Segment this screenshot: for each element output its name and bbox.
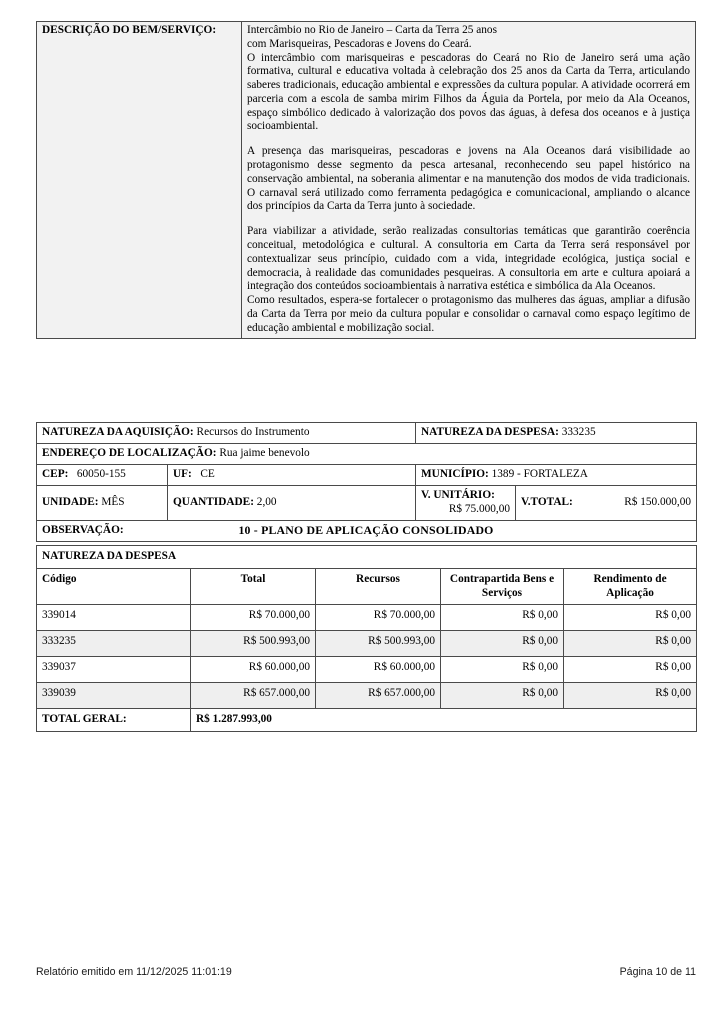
natureza-despesa-value: 333235 <box>561 426 596 439</box>
description-text <box>242 22 696 339</box>
cell-codigo: 339014 <box>37 605 191 631</box>
description-paragraph-2: A presença das marisqueiras, pescadoras e jovens na Ala Oceanos dará visibilidade ao protagonismo desse segmento da pesca artesanal, reconhecendo seu papel histórico na conservação ambiental, na soberania alimentar e na manutenção dos modos de vida tradicionais. O carnaval será utilizado como ferramenta pedagógica e comunicacional, ampliando o alcance dos princípios da Carta da Terra junto à sociedade. <box>247 145 690 213</box>
column-header-recursos: Recursos <box>316 568 441 605</box>
table-row <box>37 631 697 657</box>
description-label: DESCRIÇÃO DO BEM/SERVIÇO: <box>37 22 242 339</box>
cep-value: 60050-155 <box>76 468 126 481</box>
total-geral-value: R$ 1.287.993,00 <box>191 709 697 732</box>
description-paragraph-4: Como resultados, espera-se fortalecer o protagonismo das mulheres das águas, ampliar a difusão da Carta da Terra por meio da cultura popular e consolidar o carnaval como espaço legítimo de educação ambiental e mobilização social. <box>247 294 690 334</box>
cell-endereco <box>37 444 697 465</box>
row-valores <box>37 486 697 521</box>
natureza-despesa-label: NATUREZA DA DESPESA: <box>421 426 559 439</box>
description-line-2: com Marisqueiras, Pescadoras e Jovens do Ceará. <box>247 37 472 50</box>
page-footer <box>36 966 696 978</box>
cell-cep <box>37 465 168 486</box>
unidade-label: UNIDADE: <box>42 495 99 508</box>
total-geral-label: TOTAL GERAL: <box>37 709 191 732</box>
column-header-codigo: Código <box>37 568 191 605</box>
uf-value: CE <box>200 468 215 481</box>
cell-recursos: R$ 500.993,00 <box>316 631 441 657</box>
quantidade-label: QUANTIDADE: <box>173 495 254 508</box>
cep-label: CEP: <box>42 468 69 481</box>
footer-issued-text: Relatório emitido em 11/12/2025 11:01:19 <box>36 966 232 978</box>
cell-total: R$ 500.993,00 <box>191 631 316 657</box>
cell-natureza-aquisicao <box>37 423 416 444</box>
cell-natureza-despesa <box>416 423 697 444</box>
plan-column-header-row <box>37 568 697 605</box>
valor-total-label: V.TOTAL: <box>521 495 573 508</box>
description-table <box>36 21 696 339</box>
table-row <box>37 605 697 631</box>
cell-total: R$ 70.000,00 <box>191 605 316 631</box>
municipio-value: 1389 - FORTALEZA <box>491 468 588 481</box>
cell-valor-unitario <box>416 486 516 521</box>
cell-contrapartida: R$ 0,00 <box>441 683 564 709</box>
row-endereco <box>37 444 697 465</box>
cell-valor-total <box>516 486 697 521</box>
valor-unitario-value: R$ 75.000,00 <box>448 502 511 515</box>
footer-page-number: Página 10 de 11 <box>619 966 696 978</box>
plan-block <box>36 545 696 732</box>
valor-total-value: R$ 150.000,00 <box>624 495 692 508</box>
cell-rendimento: R$ 0,00 <box>564 657 697 683</box>
unidade-value: MÊS <box>101 495 125 508</box>
column-header-total: Total <box>191 568 316 605</box>
cell-rendimento: R$ 0,00 <box>564 683 697 709</box>
column-header-contrapartida: Contrapartida Bens e Serviços <box>441 568 564 605</box>
plan-total-row <box>37 709 697 732</box>
endereco-value: Rua jaime benevolo <box>219 447 310 460</box>
row-natureza <box>37 423 697 444</box>
description-paragraph-1: O intercâmbio com marisqueiras e pescadoras do Ceará no Rio de Janeiro será uma ação formativa, cultural e educativa voltada à celebração dos 25 anos da Carta da Terra, articulando saberes tradicionais, educação ambiental e expressões da cultura popular. A atividade ocorrerá em parceria com a escola de samba mirim Filhos da Águia da Portela, por meio da Ala Oceanos, espaço simbólico dedicado à valorização dos povos das águas, à defesa dos oceanos e à justiça socioambiental. <box>247 51 690 133</box>
cell-municipio <box>416 465 697 486</box>
cell-recursos: R$ 657.000,00 <box>316 683 441 709</box>
table-row <box>37 683 697 709</box>
cell-codigo: 339039 <box>37 683 191 709</box>
table-row <box>37 657 697 683</box>
quantidade-value: 2,00 <box>256 495 277 508</box>
cell-total: R$ 657.000,00 <box>191 683 316 709</box>
cell-contrapartida: R$ 0,00 <box>441 657 564 683</box>
description-line-1: Intercâmbio no Rio de Janeiro – Carta da Terra 25 anos <box>247 24 497 36</box>
description-row <box>37 22 696 339</box>
cell-contrapartida: R$ 0,00 <box>441 605 564 631</box>
description-paragraph-3: Para viabilizar a atividade, serão realizadas consultorias temáticas que garantirão coerência conceitual, metodológica e cultural. A consultoria em Carta da Terra será responsável por contextualizar seus princípio, cuidado com a vida, integridade ecológica, justiça social e democracia, à realidade das comunidades pesqueiras. A consultoria em arte e cultura apoiará a integração dos conteúdos socioambientais à narrativa estética e simbólica da Ala Oceanos. <box>247 225 690 293</box>
cell-codigo: 339037 <box>37 657 191 683</box>
cell-rendimento: R$ 0,00 <box>564 631 697 657</box>
cell-total: R$ 60.000,00 <box>191 657 316 683</box>
cell-rendimento: R$ 0,00 <box>564 605 697 631</box>
uf-label: UF: <box>173 468 192 481</box>
description-block <box>36 21 696 339</box>
plan-group-header: NATUREZA DA DESPESA <box>37 546 697 569</box>
observacao-label: OBSERVAÇÃO: <box>42 523 124 536</box>
cell-recursos: R$ 70.000,00 <box>316 605 441 631</box>
municipio-label: MUNICÍPIO: <box>421 468 489 481</box>
plan-group-header-row <box>37 546 697 569</box>
valor-unitario-label: V. UNITÁRIO: <box>421 489 495 501</box>
row-localidade <box>37 465 697 486</box>
cell-contrapartida: R$ 0,00 <box>441 631 564 657</box>
endereco-label: ENDEREÇO DE LOCALIZAÇÃO: <box>42 447 217 460</box>
cell-uf <box>168 465 416 486</box>
cell-quantidade <box>168 486 416 521</box>
cell-codigo: 333235 <box>37 631 191 657</box>
natureza-aquisicao-value: Recursos do Instrumento <box>196 426 310 439</box>
column-header-rendimento: Rendimento de Aplicação <box>564 568 697 605</box>
natureza-aquisicao-label: NATUREZA DA AQUISIÇÃO: <box>42 426 194 439</box>
plan-table <box>36 545 697 732</box>
cell-recursos: R$ 60.000,00 <box>316 657 441 683</box>
cell-unidade <box>37 486 168 521</box>
plan-section-title: 10 - PLANO DE APLICAÇÃO CONSOLIDADO <box>238 523 494 537</box>
